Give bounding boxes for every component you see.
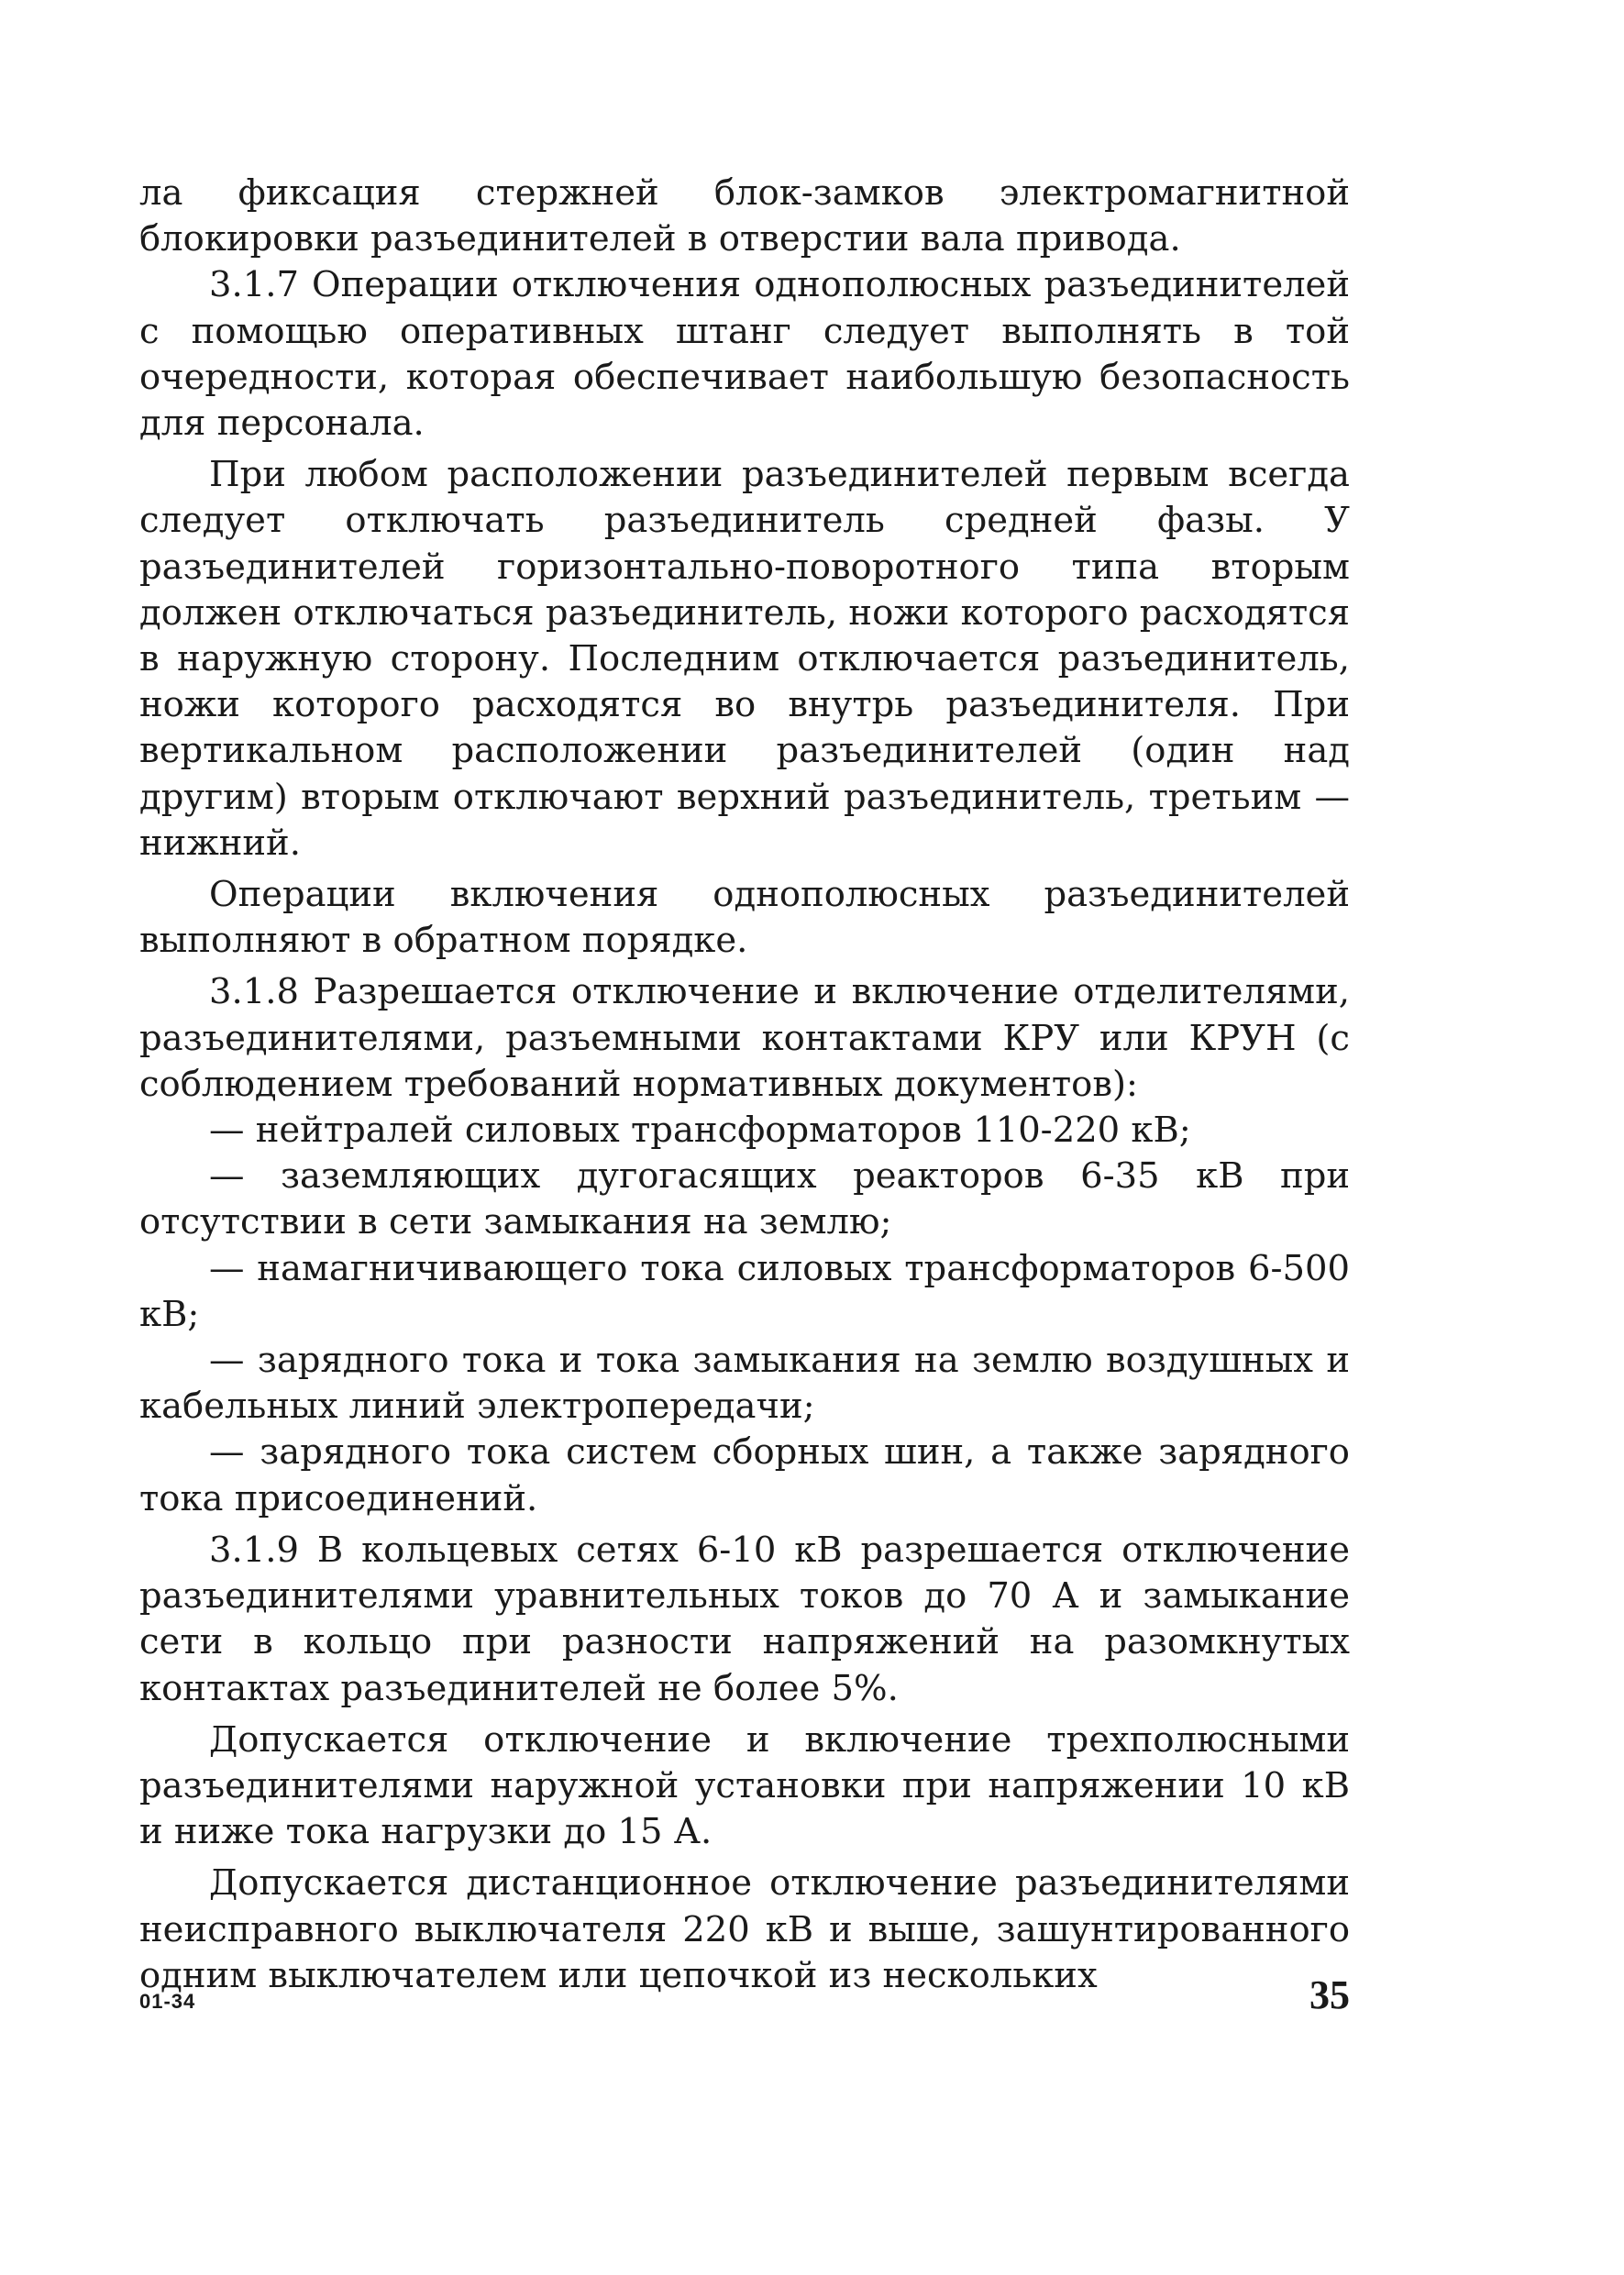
page-number: 35 xyxy=(1309,1972,1350,2017)
paragraph-3-1-7: 3.1.7 Операции отключения однополюсных разъединителей с помощью оперативных штанг следует выполнять в той очередности, которая обеспечивает наибольшую безопасность для персонала. xyxy=(139,264,1350,445)
body-text xyxy=(139,171,1350,1999)
list-item-reactors: — заземляющих дугогасящих реакторов 6-35 кВ при отсутствии в сети замыкания на землю; xyxy=(139,1155,1350,1243)
list-item-charging-current-busbars: — зарядного тока систем сборных шин, а также зарядного тока присоединений. xyxy=(139,1431,1350,1519)
paragraph-3-1-9: 3.1.9 В кольцевых сетях 6-10 кВ разрешается отключение разъединителями уравнительных токов до 70 А и замыкание сети в кольцо при разности напряжений на разомкнутых контактах разъединителей не более 5%. xyxy=(139,1529,1350,1709)
list-item-magnetizing-current: — намагничивающего тока силовых трансформаторов 6-500 кВ; xyxy=(139,1247,1350,1335)
paragraph-continuation: ла фиксация стержней блок-замков электромагнитной блокировки разъединителей в отверстии вала привода. xyxy=(139,172,1350,260)
paragraph-three-pole: Допускается отключение и включение трехполюсными разъединителями наружной установки при напряжении 10 кВ и ниже тока нагрузки до 15 А. xyxy=(139,1718,1350,1853)
page-footer xyxy=(139,1971,1350,2027)
paragraph-disconnector-order: При любом расположении разъединителей первым всегда следует отключать разъединитель средней фазы. У разъединителей горизонтально-поворотного типа вторым должен отключаться разъединитель, ножи которого расходятся в наружную сторону. Последним отключается разъединитель, ножи которого расходятся во внутрь разъединителя. При вертикальном расположении разъединителей (один над другим) вторым отключают верхний разъединитель, третьим — нижний. xyxy=(139,454,1350,864)
paragraph-remote-disconnect: Допускается дистанционное отключение разъединителями неисправного выключателя 220 кВ и выше, зашунтированного одним выключателем или цепочкой из нескольких xyxy=(139,1862,1350,1996)
signature-code: 01-34 xyxy=(139,1990,196,2013)
paragraph-3-1-8: 3.1.8 Разрешается отключение и включение отделителями, разъединителями, разъемными контактами КРУ или КРУН (с соблюдением требований нормативных документов): xyxy=(139,971,1350,1105)
list-item-neutrals: — нейтралей силовых трансформаторов 110-220 кВ; xyxy=(209,1110,1191,1152)
list-item-charging-current-lines: — зарядного тока и тока замыкания на землю воздушных и кабельных линий электропередачи; xyxy=(139,1340,1350,1428)
paragraph-switching-on: Операции включения однополюсных разъединителей выполняют в обратном порядке. xyxy=(139,874,1350,962)
